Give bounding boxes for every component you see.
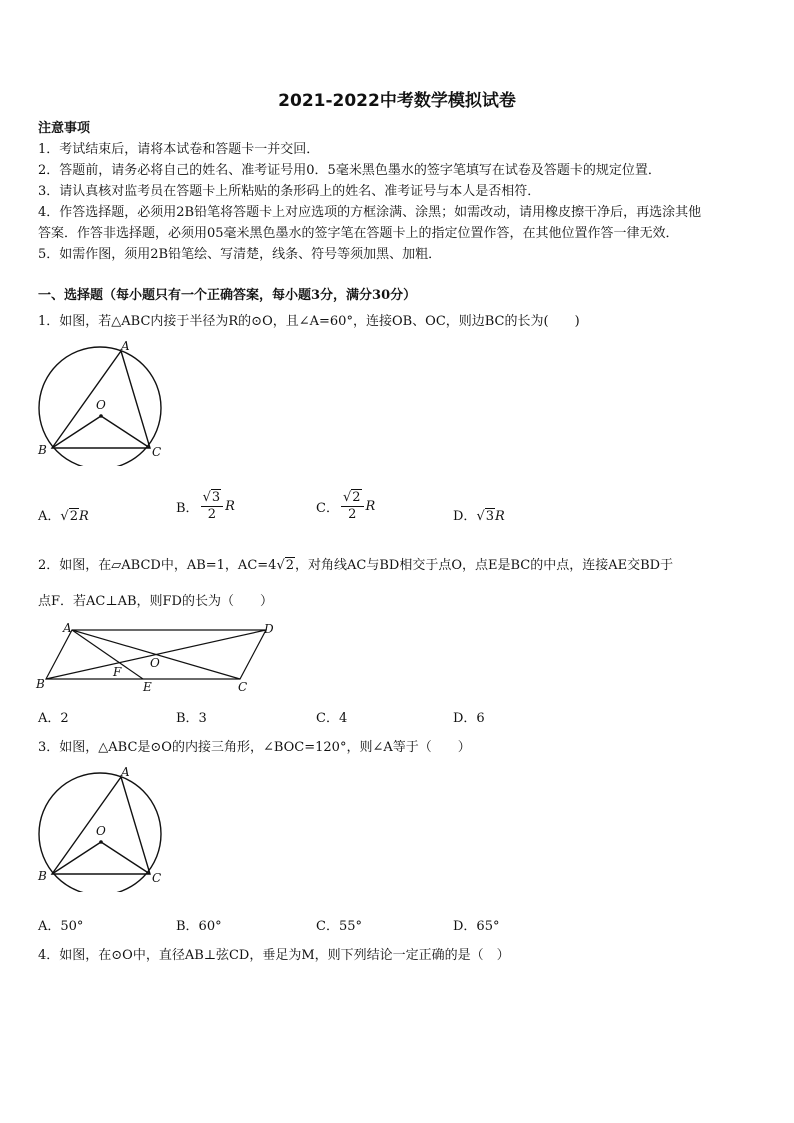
section-choice-heading: 一、选择题（每小题只有一个正确答案，每小题3分，满分30分） <box>38 288 417 303</box>
question-4-text: 4．如图，在⊙O中，直径AB⊥弦CD，垂足为M，则下列结论一定正确的是（ ） <box>38 948 510 963</box>
q2-label-e: E <box>143 680 152 694</box>
q3-label-c: C <box>152 871 162 885</box>
q2-label-b: B <box>36 677 45 691</box>
q3-option-b[interactable]: B．60° <box>176 919 222 934</box>
notice-item-2: 2．答题前，请务必将自己的姓名、准考证号用0．5毫米黑色墨水的签字笔填写在试卷及答题卡的规定位置． <box>38 163 661 178</box>
q2-label-d: D <box>264 622 274 636</box>
q1-label-a: A <box>121 339 130 353</box>
q2-label-c: C <box>238 680 248 694</box>
q2-option-d[interactable]: D．6 <box>453 711 485 726</box>
question-1-figure <box>30 338 170 466</box>
q1-label-b: B <box>38 443 47 457</box>
notice-item-5: 5．如需作图，须用2B铅笔绘、写清楚，线条、符号等须加黑、加粗． <box>38 247 442 262</box>
notice-item-3: 3．请认真核对监考员在答题卡上所粘贴的条形码上的姓名、准考证号与本人是否相符． <box>38 184 541 199</box>
q1-label-c: C <box>152 445 162 459</box>
q1-option-a[interactable]: A．√2R <box>38 509 89 524</box>
question-2-text-line1: 2．如图，在▱ABCD中，AB=1，AC=4√2，对角线AC与BD相交于点O，点E是BC的中点，连接AE交BD于 <box>38 558 674 573</box>
q2-option-b[interactable]: B．3 <box>176 711 207 726</box>
q1-label-o: O <box>96 398 106 412</box>
page-title: 2021-2022中考数学模拟试卷 <box>278 91 516 111</box>
q2-option-c[interactable]: C．4 <box>316 711 348 726</box>
q3-option-a[interactable]: A．50° <box>38 919 84 934</box>
q2-label-f: F <box>113 665 122 679</box>
q3-label-o: O <box>96 824 106 838</box>
notice-item-4: 4．作答选择题，必须用2B铅笔将答题卡上对应选项的方框涂满、涂黑；如需改动，请用橡皮擦干净后，再选涂其他 <box>38 205 702 220</box>
q1-option-d[interactable]: D．√3R <box>453 509 505 524</box>
notice-item-1: 1．考试结束后，请将本试卷和答题卡一并交回． <box>38 142 320 157</box>
notice-item-4-cont: 答案．作答非选择题，必须用05毫米黑色墨水的签字笔在答题卡上的指定位置作答，在其他位置作答一律无效． <box>38 226 679 241</box>
question-2-text-line2: 点F．若AC⊥AB，则FD的长为（ ） <box>38 594 273 609</box>
q3-label-a: A <box>121 765 130 779</box>
q1-option-c[interactable]: C． $\frac{√2}{2}$ R <box>316 490 376 522</box>
q3-option-d[interactable]: D．65° <box>453 919 500 934</box>
q2-label-a: A <box>63 621 72 635</box>
q2-label-o: O <box>150 656 160 670</box>
q3-label-b: B <box>38 869 47 883</box>
q1-option-b[interactable]: B． $\frac{√3}{2}$ R <box>176 490 235 522</box>
notice-heading: 注意事项 <box>38 121 91 136</box>
question-2-figure <box>30 620 290 696</box>
question-1-text: 1．如图，若△ABC内接于半径为R的⊙O，且∠A=60°，连接OB、OC，则边BC的长为( ) <box>38 314 580 329</box>
question-3-text: 3．如图，△ABC是⊙O的内接三角形，∠BOC=120°，则∠A等于（ ） <box>38 740 471 755</box>
question-3-figure <box>30 764 170 892</box>
q2-option-a[interactable]: A．2 <box>38 711 69 726</box>
q3-option-c[interactable]: C．55° <box>316 919 362 934</box>
